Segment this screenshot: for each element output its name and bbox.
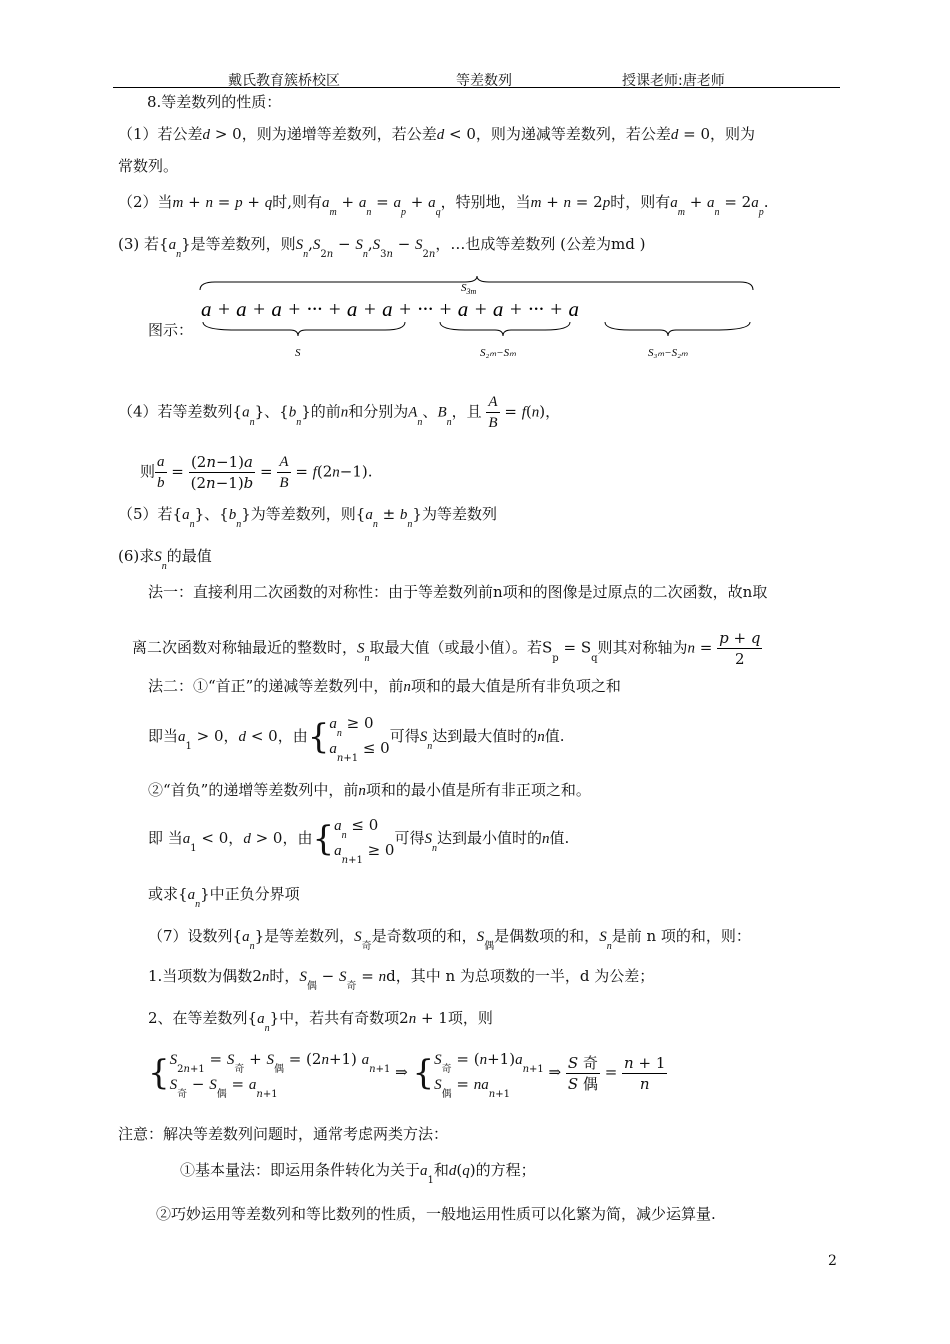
property-6: (6)求$S_n$的最值 [118,547,212,572]
method-3: ②“首负”的递增等差数列中，前n项和的最小值是所有非正项之和。 [148,781,591,799]
method-2: 法二：①“首正”的递减等差数列中，前n项和的最大值是所有非负项之和 [148,677,621,695]
method-1-cont: 离二次函数对称轴最近的整数时，$S_n$取最大值（或最小值）。若$S_p = S_q$则其对称轴为n = $\frac{p + q}{2}$ [132,629,761,668]
property-7: （7）设数列$\{a_n\}$是等差数列，$S_奇$是奇数项的和，$S_偶$是偶数项的和，$S_n$是前 n 项的和，则： [148,927,751,952]
svg-text:S: S [295,347,301,359]
note: 注意：解决等差数列问题时，通常考虑两类方法： [118,1125,449,1143]
page-number: 2 [828,1253,837,1269]
section-title: 8.等差数列的性质： [147,93,282,111]
svg-text:S₃ₘ−S₂ₘ: S₃ₘ−S₂ₘ [648,347,688,359]
header-rule [113,87,840,88]
header-teacher: 授课老师:唐老师 [622,73,725,89]
header-school: 戴氏教育簇桥校区 [228,73,340,89]
svg-text:S₂ₘ−Sₘ: S₂ₘ−Sₘ [480,347,516,359]
property-1: （1）若公差d > 0，则为递增等差数列，若公差d < 0，则为递减等差数列，若公差d = 0，则为 [118,125,756,143]
property-1-cont: 常数列。 [118,157,179,175]
svg-text:S3m: $S_{3m}$ [461,282,477,296]
method-4: 或求$\{a_n\}$中正负分界项 [148,885,300,910]
sum-diagram [195,276,755,368]
property-2: （2）当m + n = p + q时,则有$a_m + a_n = a_p + a_q$，特别地，当m + n = 2p时，则有$a_m + a_n = 2a_p$. [118,193,769,218]
note-2: ②巧妙运用等差数列和等比数列的性质，一般地运用性质可以化繁为简，减少运算量. [156,1205,716,1223]
property-7-item-2: 2、在等差数列$\{a_n\}$中，若共有奇数项2n + 1项，则 [148,1009,493,1034]
header-topic: 等差数列 [456,73,512,89]
property-3: (3) 若$\{a_n\}$是等差数列，则$S_n,S_{2n} - S_n,S_{3n} - S_{2n}$，…也成等差数列 (公差为md ) [118,235,646,260]
method-3-cond: 即 当$a_1 < 0$，d > 0，由{$a_n \le 0$ $a_{n+1} \ge 0$可得$S_n$达到最小值时的n值. [148,816,570,866]
property-4: （4）若等差数列$\{a_n\}$、$\{b_n\}$的前n和分别为$A_n$、$B_n$，且 $\frac{A}{B}$ = f(n)， [118,394,561,431]
diagram-label: 图示： [148,321,194,339]
odd-term-system: {$S_{2n+1} = S_奇 + S_偶 = (2n+1)$ $a_{n+1}$ $S_奇 - S_偶 = a_{n+1}$ ⇒ {$S_奇 = (n+1)a_{n+1}$ $S_偶 = na_{n+1}$ ⇒ $\frac{\text{S 奇}}{\text{S 偶}}$ = $\frac{n + 1}{n}$ [148,1050,666,1100]
property-5: （5）若$\{a_n\}$、$\{b_n\}$为等差数列，则$\{a_n \pm b_n\}$为等差数列 [118,505,497,530]
method-1: 法一：直接利用二次函数的对称性：由于等差数列前n项和的图像是过原点的二次函数，故n取 [148,583,768,601]
property-7-item-1: 1.当项数为偶数2n时，$S_偶 - S_奇$ = nd，其中 n 为总项数的一半，d 为公差； [148,967,655,992]
method-2-cond: 即当$a_1 > 0$，d < 0，由{$a_n \ge 0$ $a_{n+1} \le 0$可得$S_n$达到最大值时的n值. [148,714,565,764]
property-4-result: 则 $\frac{a}{b}$ = $\frac{(2n-1)a}{(2n-1)b}$ = $\frac{A}{B}$ = f(2n−1). [140,453,373,492]
note-1: ①基本量法：即运用条件转化为关于$a_1$和d(q)的方程； [180,1161,536,1186]
svg-text:a + a + a + ··· + a + a + ···: a + a + a + ··· + a + a + ··· + a + a + ··· + a [201,297,579,321]
